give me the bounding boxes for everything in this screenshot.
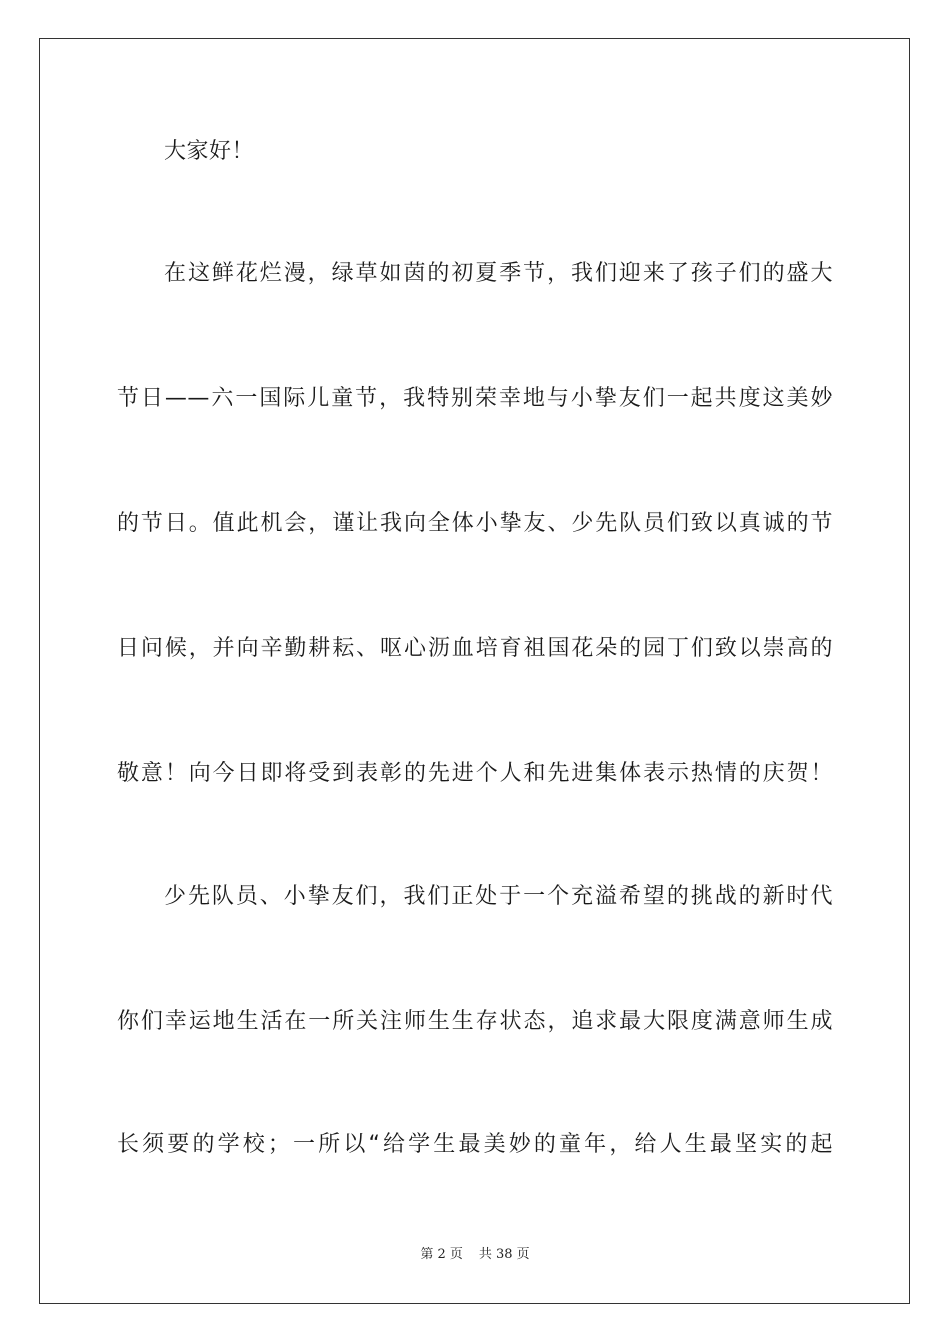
paragraph-line: 少先队员、小挚友们，我们正处于一个充溢希望的挑战的新时代 <box>164 884 833 909</box>
page-footer <box>0 1246 950 1264</box>
paragraph-line: 你们幸运地生活在一所关注师生生存状态，追求最大限度满意师生成 <box>117 1009 833 1034</box>
page-border <box>39 38 910 1304</box>
page-total: 共 38 页 <box>478 1247 530 1262</box>
paragraph-line: 敬意！向今日即将受到表彰的先进个人和先进集体表示热情的庆贺！ <box>117 761 833 786</box>
paragraph-line: 节日——六一国际儿童节，我特别荣幸地与小挚友们一起共度这美妙 <box>117 386 833 411</box>
paragraph-line: 的节日。值此机会，谨让我向全体小挚友、少先队员们致以真诚的节 <box>117 511 833 536</box>
paragraph-line: 长须要的学校；一所以“给学生最美妙的童年，给人生最坚实的起 <box>117 1132 833 1157</box>
paragraph-line: 在这鲜花烂漫，绿草如茵的初夏季节，我们迎来了孩子们的盛大 <box>164 261 833 286</box>
page-number: 第 2 页 <box>420 1247 463 1262</box>
paragraph-line: 日问候，并向辛勤耕耘、呕心沥血培育祖国花朵的园丁们致以崇高的 <box>117 636 833 661</box>
greeting-line: 大家好！ <box>164 139 255 164</box>
